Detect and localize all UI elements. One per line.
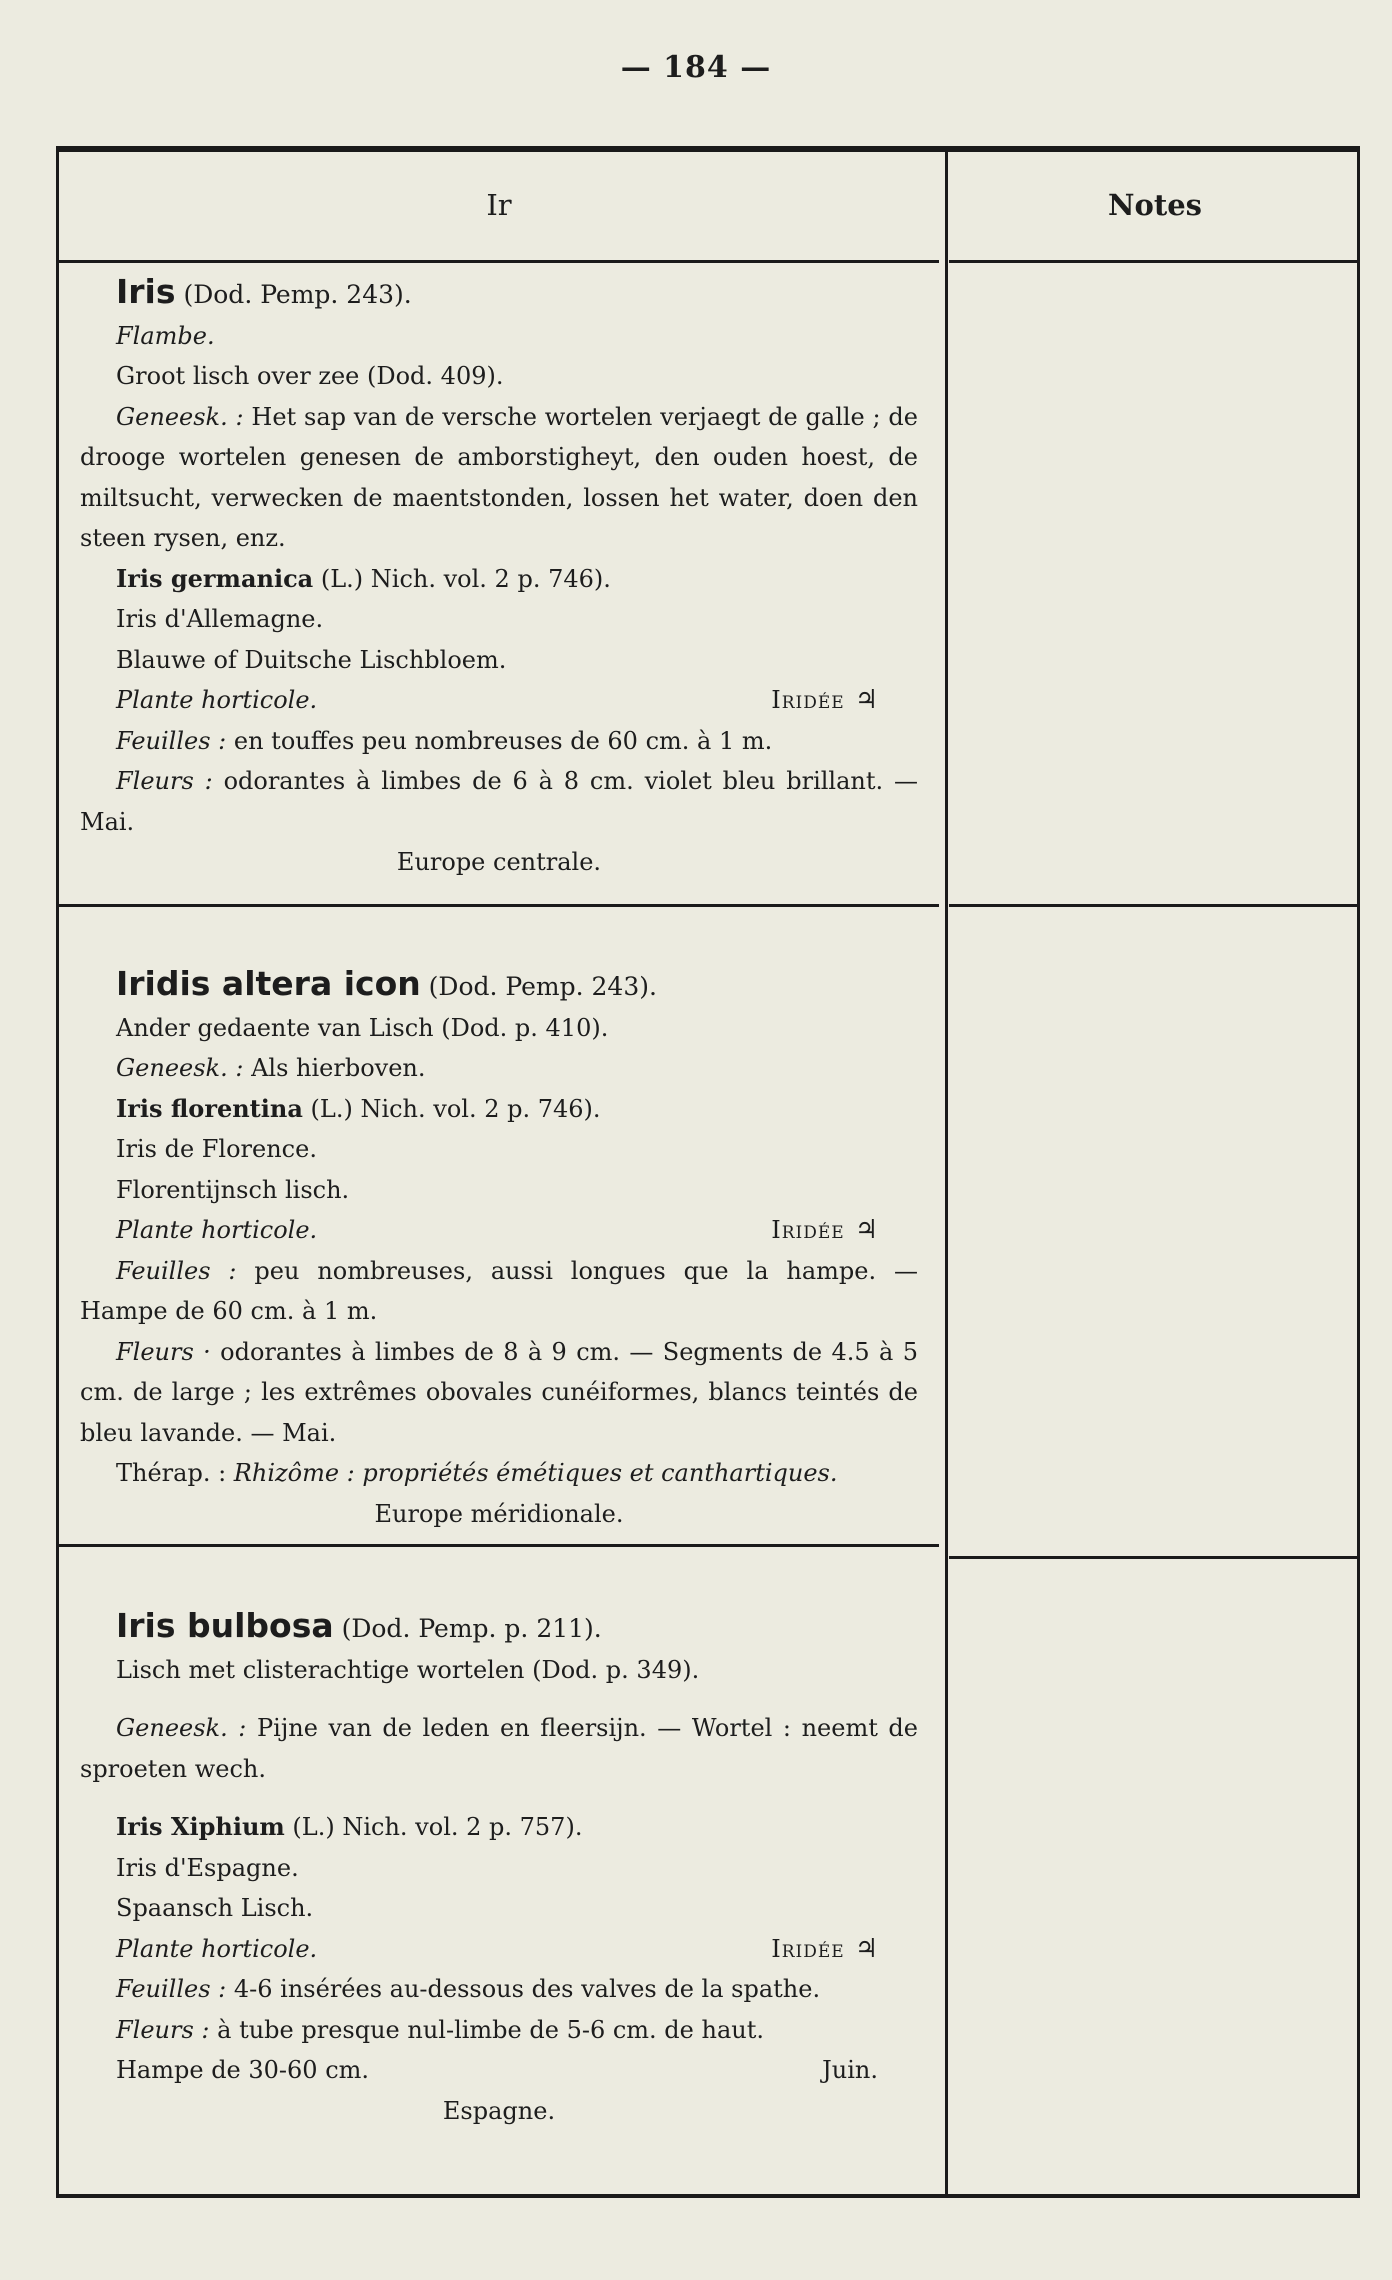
perennial-symbol-icon: ♃ [854,1933,878,1964]
entry-iris-bulbosa [80,1606,918,2131]
plante-label: Plante horticole. [116,686,318,714]
geneesk-paragraph [80,397,918,559]
feuilles-paragraph [80,1251,918,1332]
feuilles-label: Feuilles : [116,1975,227,2003]
origin: Europe méridionale. [374,1499,624,1528]
section-rule-1-right [949,904,1357,907]
column-divider [945,152,948,2194]
fleurs-text: odorantes à limbes de 6 à 8 cm. violet bleu brillant. — Mai. [80,767,918,836]
plante-line [80,680,918,721]
flemish-name: Blauwe of Duitsche Lischbloem. [116,645,507,674]
entry-heading [80,272,918,316]
column-header-ir: Ir [486,188,512,222]
geneesk-line [80,1048,918,1089]
therap-label: Thérap. : [116,1459,227,1487]
species-line [80,1089,918,1130]
geneesk-label: Geneesk. : [116,1054,244,1082]
plante-label: Plante horticole. [116,1934,318,1963]
section-rule-1-left [59,904,939,907]
column-header-notes: Notes [1107,188,1203,222]
fleurs-label: Fleurs : [116,2015,210,2044]
fleurs-line [80,2010,918,2051]
flemish-name: Spaansch Lisch. [116,1894,314,1922]
entry-title-ref: (Dod. Pemp. 243). [175,280,412,309]
french-name: Iris d'Espagne. [116,1853,299,1882]
geneesk-label: Geneesk. : [116,402,244,431]
geneesk-text: Als hierboven. [243,1054,426,1082]
fleurs-paragraph [80,1332,918,1454]
species-line [80,559,918,600]
entry-title: Iridis altera icon [116,964,421,1003]
origin: Europe centrale. [396,848,602,876]
french-name: Iris d'Allemagne. [116,605,324,633]
flowering-month: Juin. [822,2056,878,2084]
species-name: Iris germanica [116,563,314,593]
species-name: Iris Xiphium [116,1812,285,1841]
therap-line [80,1453,918,1494]
page-number: — 184 — [620,50,772,85]
entry-title-ref: (Dod. Pemp. 243). [420,972,657,1001]
geneesk-paragraph [80,1708,918,1789]
feuilles-text: 4-6 insérées au-dessous des valves de la spathe. [226,1975,821,2003]
feuilles-label: Feuilles : [116,726,227,755]
dutch-name: Groot lisch over zee (Dod. 409). [116,362,504,390]
section-rule-2-right [949,1556,1357,1559]
plante-line [80,1929,918,1970]
common-name: Flambe. [116,321,215,350]
flemish-name: Florentijnsch lisch. [116,1175,350,1204]
feuilles-text: peu nombreuses, aussi longues que la hampe. — Hampe de 60 cm. à 1 m. [80,1256,919,1325]
entry-title: Iris [116,272,176,311]
dutch-name: Ander gedaente van Lisch (Dod. p. 410). [116,1013,609,1042]
therap-text: Rhizôme : propriétés émétiques et canthartiques. [226,1459,838,1487]
feuilles-text: en touffes peu nombreuses de 60 cm. à 1 m. [226,726,773,755]
header-rule-left [59,260,939,263]
family-label: Iridée [771,1216,845,1244]
family-label: Iridée [771,686,845,714]
entry-heading [80,964,918,1008]
species-ref: (L.) Nich. vol. 2 p. 746). [302,1094,601,1123]
entry-title: Iris bulbosa [116,1606,334,1645]
species-ref: (L.) Nich. vol. 2 p. 757). [284,1813,583,1841]
fleurs-text: à tube presque nul-limbe de 5-6 cm. de haut. [209,2015,764,2044]
feuilles-line [80,1969,918,2010]
dutch-name: Lisch met clisterachtige wortelen (Dod. p. 349). [116,1655,700,1684]
section-rule-2-left [59,1544,939,1547]
geneesk-text: Het sap van de versche wortelen verjaegt de galle ; de drooge wortelen genesen de amborstigheyt, den ouden hoest, de miltsucht, verwecken de maentstonden, lossen het water, doen den steen rysen, enz. [80,402,919,552]
species-name: Iris florentina [116,1093,303,1123]
plante-label: Plante horticole. [116,1216,318,1244]
origin: Espagne. [442,2096,556,2125]
family-label: Iridée [771,1934,845,1963]
fleurs-label: Fleurs · [116,1337,211,1366]
entry-heading [80,1606,918,1650]
feuilles-label: Feuilles : [116,1256,237,1285]
fleurs-paragraph [80,761,918,842]
entry-iris [80,272,918,883]
fleurs-label: Fleurs : [116,767,213,795]
geneesk-text: Pijne van de leden en fleersijn. — Wortel : neemt de sproeten wech. [80,1714,918,1783]
perennial-symbol-icon: ♃ [854,685,878,715]
geneesk-label: Geneesk. : [116,1714,247,1742]
plante-line [80,1210,918,1251]
header-rule-right [949,260,1357,263]
species-line [80,1807,918,1848]
perennial-symbol-icon: ♃ [854,1215,878,1245]
fleurs-text: odorantes à limbes de 8 à 9 cm. — Segments de 4.5 à 5 cm. de large ; les extrêmes obovales cunéiformes, blancs teintés de bleu lavande. — Mai. [80,1337,918,1447]
feuilles-line [80,721,918,762]
hampe-text: Hampe de 30-60 cm. [116,2056,370,2084]
species-ref: (L.) Nich. vol. 2 p. 746). [313,564,611,593]
entry-iridis-altera-icon [80,964,918,1534]
entry-title-ref: (Dod. Pemp. p. 211). [333,1614,602,1643]
french-name: Iris de Florence. [116,1135,317,1163]
hampe-line [80,2050,918,2091]
